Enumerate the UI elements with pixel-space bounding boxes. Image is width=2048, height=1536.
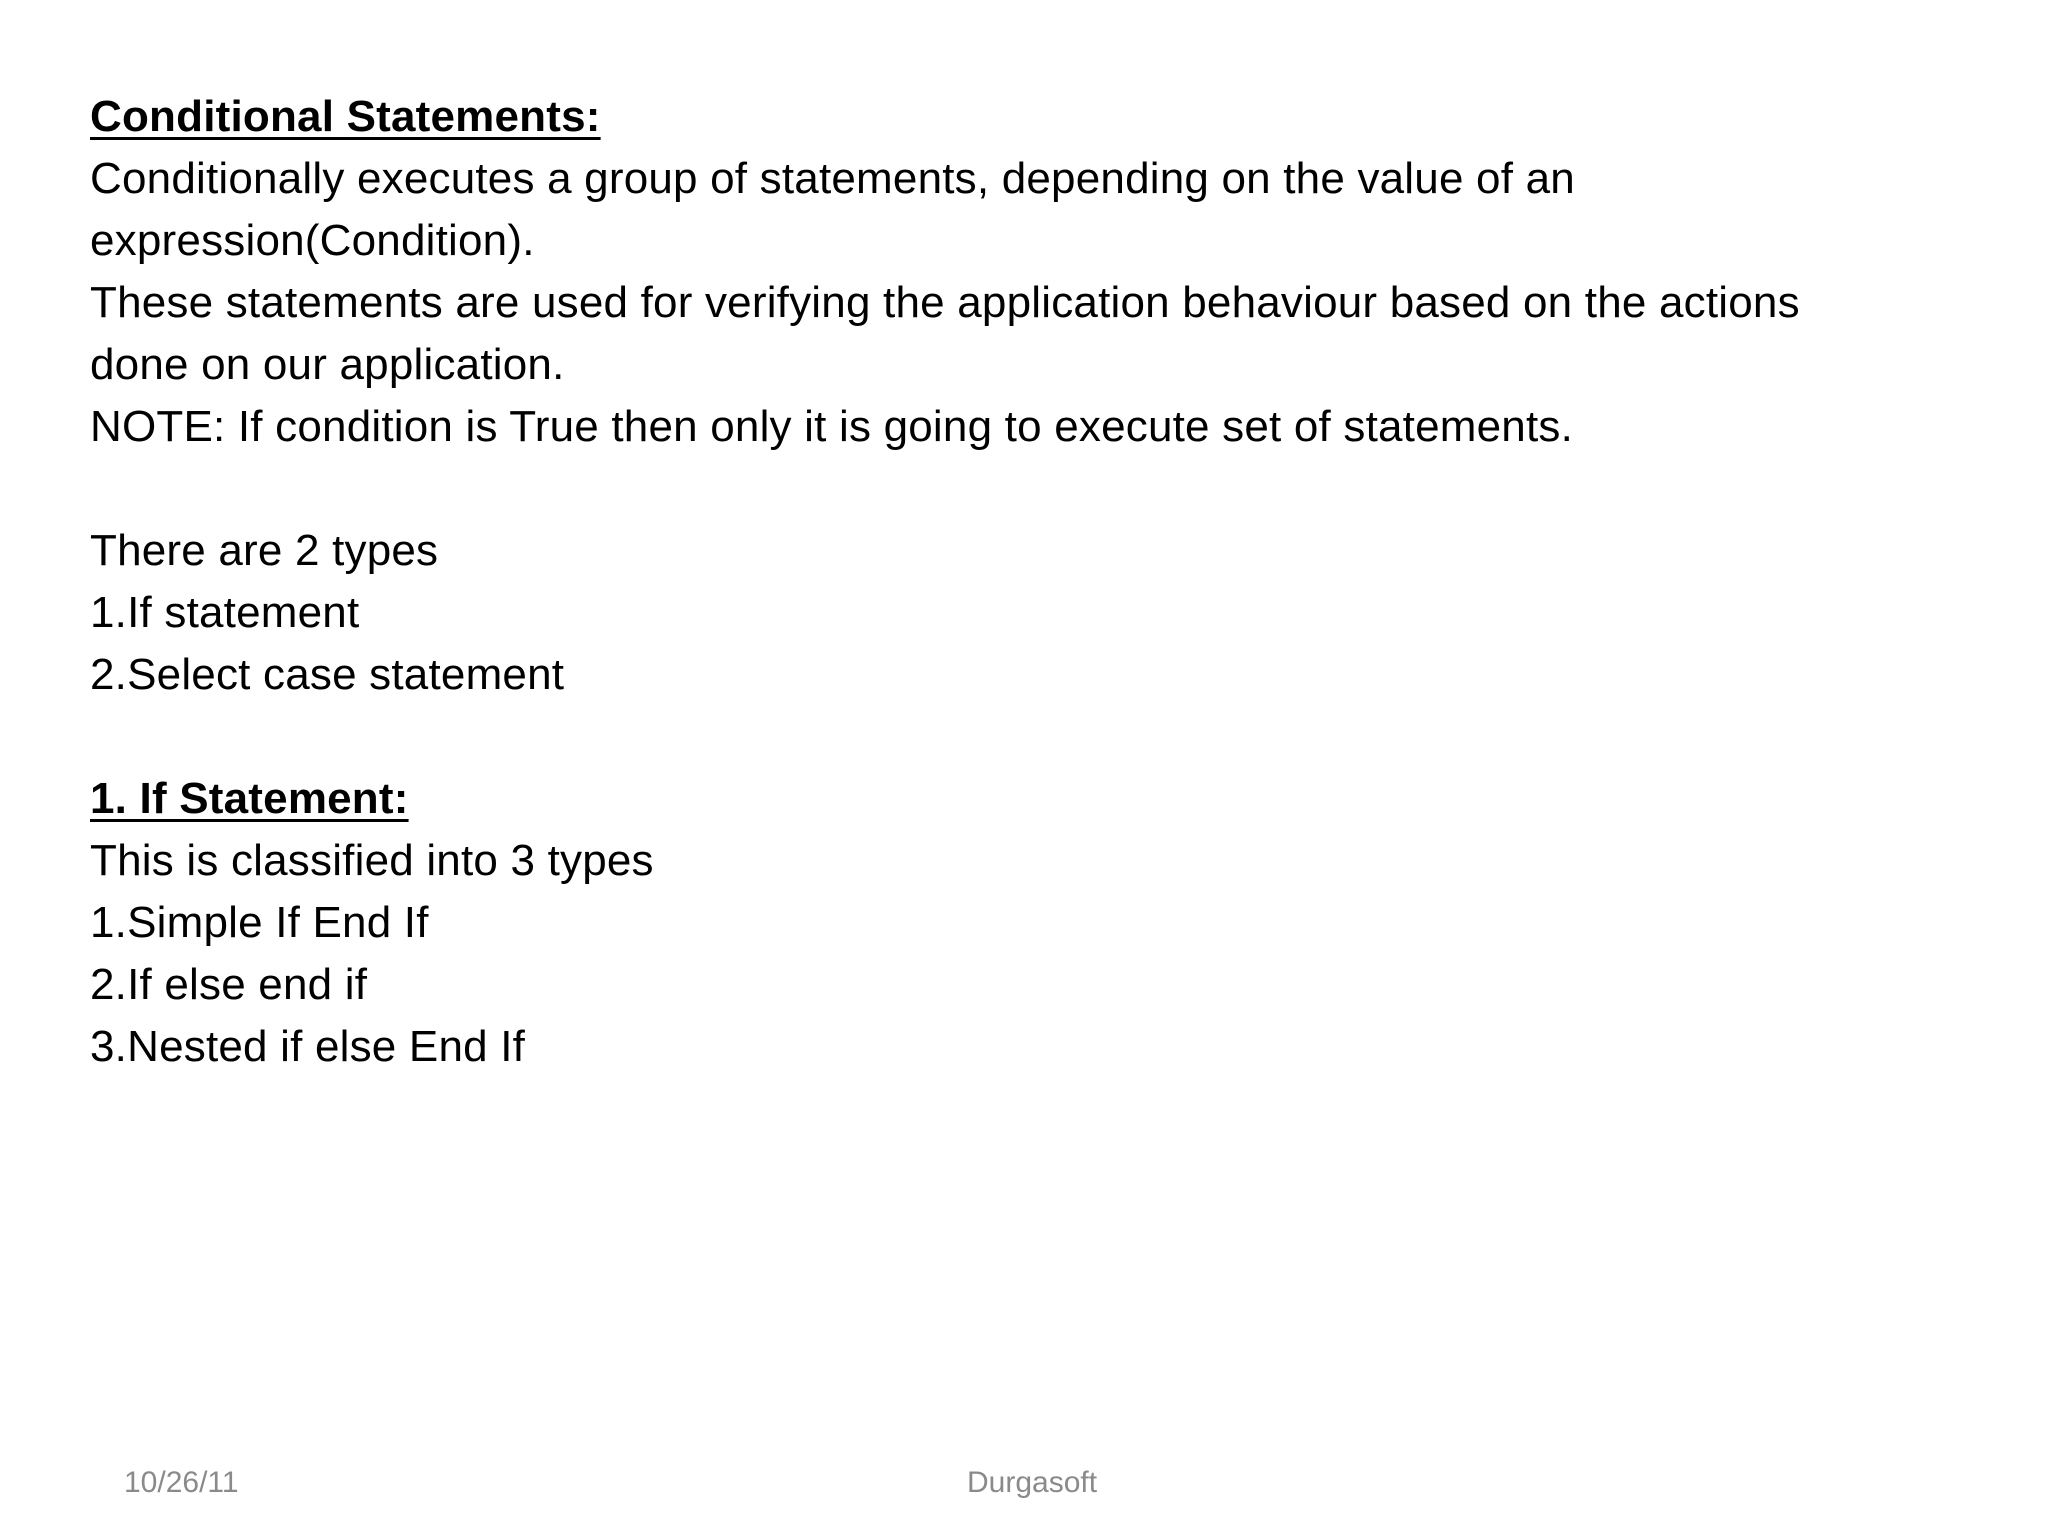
intro-line: done on our application. <box>90 340 565 389</box>
slide-content <box>90 86 1990 1078</box>
section-heading: Conditional Statements: <box>90 92 601 141</box>
if-statement-heading: 1. If Statement: <box>90 774 409 823</box>
footer-date: 10/26/11 <box>124 1466 239 1499</box>
if-type-item: 1.Simple If End If <box>90 898 429 947</box>
type-item: 2.Select case statement <box>90 650 565 699</box>
note-line: NOTE: If condition is True then only it is going to execute set of statements. <box>90 402 1574 451</box>
if-intro: This is classified into 3 types <box>90 836 654 885</box>
type-item: 1.If statement <box>90 588 360 637</box>
if-type-item: 3.Nested if else End If <box>90 1022 526 1071</box>
spacer <box>90 458 1990 520</box>
if-type-item: 2.If else end if <box>90 960 368 1009</box>
spacer <box>90 706 1990 768</box>
types-intro: There are 2 types <box>90 526 439 575</box>
footer-brand: Durgasoft <box>967 1466 1098 1499</box>
intro-line: These statements are used for verifying the application behaviour based on the actions <box>90 278 1800 327</box>
intro-line: expression(Condition). <box>90 216 535 265</box>
intro-line: Conditionally executes a group of statements, depending on the value of an <box>90 154 1575 203</box>
